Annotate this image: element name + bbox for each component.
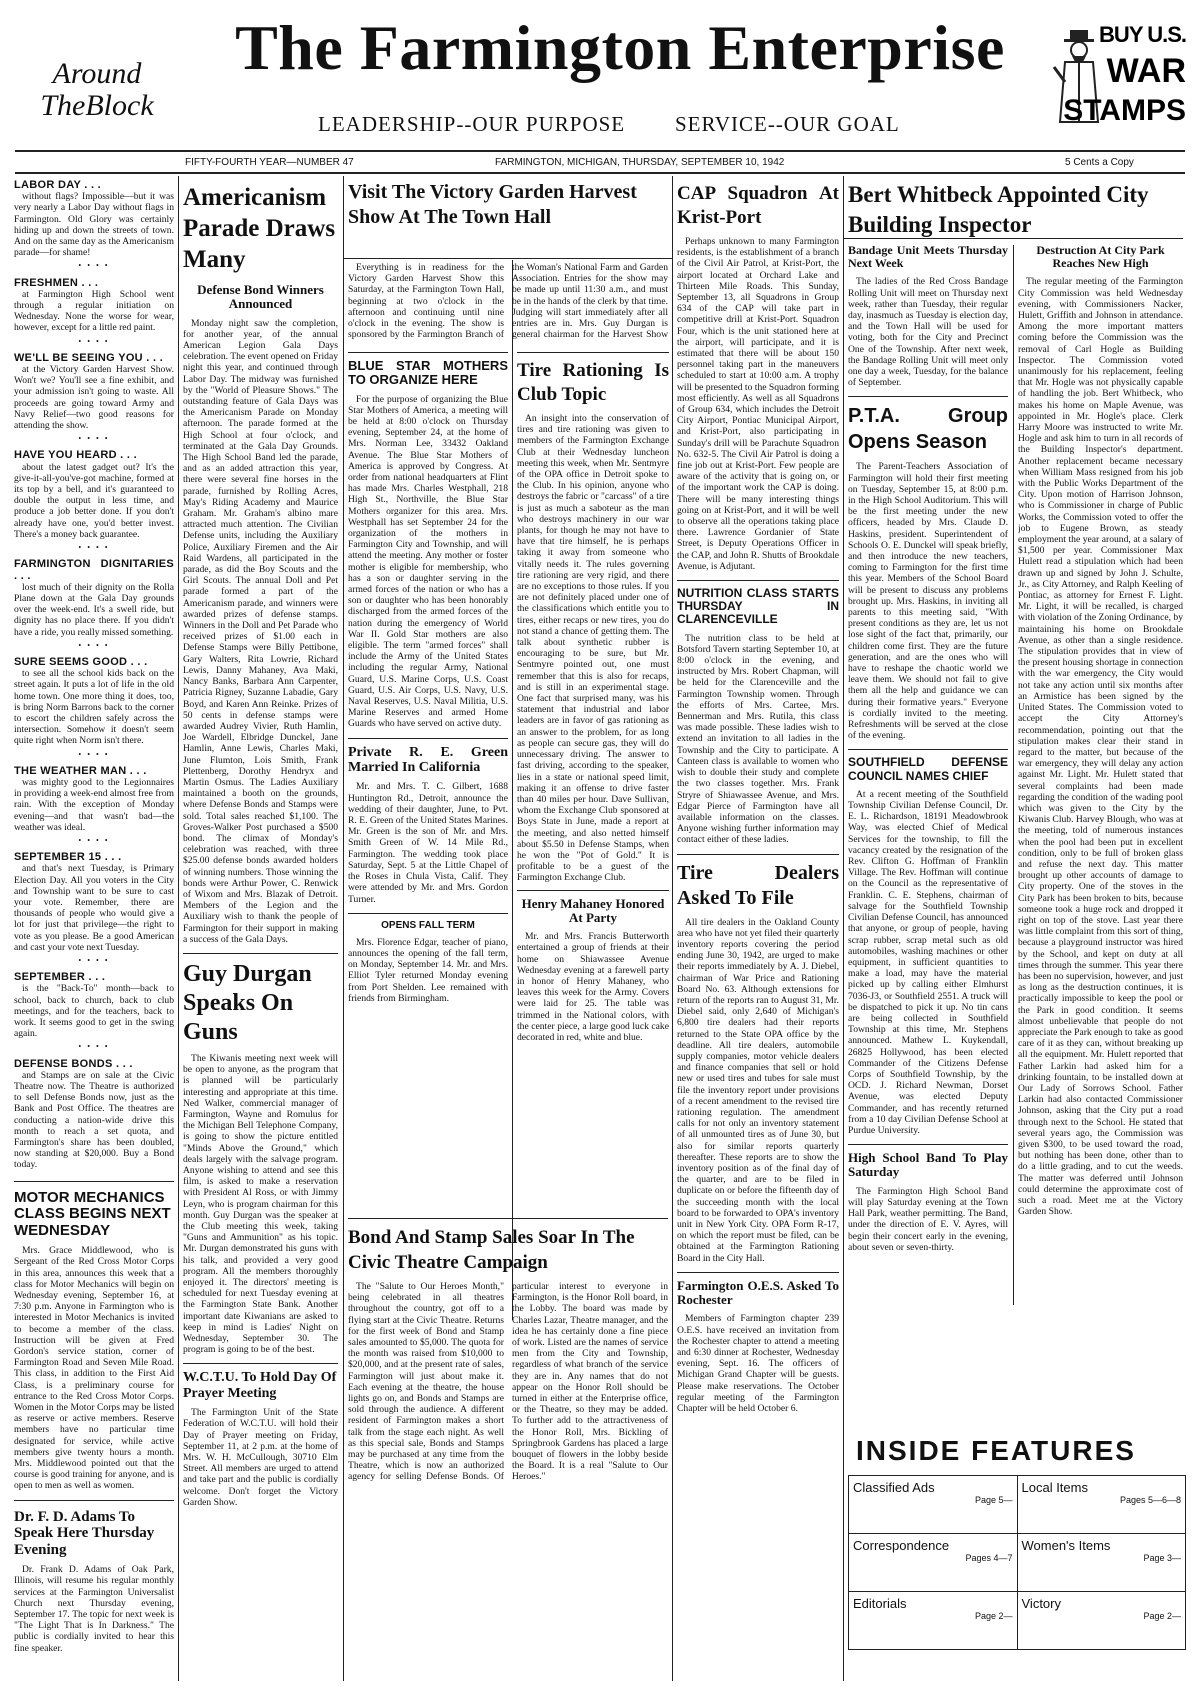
defense-bond-subhead: Defense Bond Winners Announced — [197, 282, 324, 312]
feature-left-cell — [849, 1592, 1018, 1650]
destruction-headline: Destruction At City Park Reaches New High — [1036, 244, 1165, 271]
item-text: without flags? Impossible—but it was very nearly a Labor Day without flags in Farmington. Old Glory was certainly hiding up and down the streets of town. And on the same day as the Americanism parade—for shame! — [14, 191, 174, 259]
column-blue-star — [348, 352, 508, 1212]
year-number: FIFTY-FOURTH YEAR—NUMBER 47 — [185, 156, 354, 168]
column-rule — [178, 176, 179, 1681]
feature-right-cell — [1017, 1592, 1186, 1650]
blue-star-text: For the purpose of organizing the Blue Star Mothers of America, a meeting will be held at 8:00 o'clock on Thursday evening, September 24, at the home of Mrs. Norman Lee, 33432 Oakland Avenue. The Blue Star Mothers of America is approved by Congress. At order from national headquarters at Flint has made Mrs. Charles Westphall, 218 High St., Northville, the Blue Star Mothers organizer for this area. Mrs. Westphall has set September 24 for the organization of the mothers in Farmington City and Township, and will attend the meeting. Any mother or foster mother is eligible for membership, who has a son or daughter serving in the armed forces of the nation or who has a son or daughter who has been honorably discharged from the armed forces of the nation during the emergency of World War II. Gold Star mothers are also eligible. The term "armed forces" shall include the Army of the United States including the regular Army, National Guard, U.S. Marine Corps, U.S. Coast Guard, U.S. Air Corps, U.S. Navy, U.S. Naval Reserves, U.S. Naval Militia, U.S. Marine Reserves and armed Home Guards who have served on active duty. — [348, 393, 508, 730]
wctu-headline: W.C.T.U. To Hold Day Of Prayer Meeting — [183, 1370, 337, 1401]
item-head: THE WEATHER MAN . . . — [14, 764, 147, 777]
column-rule — [843, 176, 844, 1681]
pta-headline: P.T.A. Group Opens Season — [848, 405, 1008, 454]
tire-dealers-text: All tire dealers in the Oakland County area who have not yet filed their quarterly inventory reports covering the period ending June 30, 1942, are urged to make their reports immediately by A. J. Diebel, chairman of War Price and Rationing Board No. 63. Although extensions for return of the reports ran to August 31, Mr. Diebel said, only 2,640 of Michigan's 6,800 tire dealers had their reports returned to the State OPA office by the deadline. All tire dealers, automobile supply companies, motor vehicle dealers and finance companies that sell or hold new or used tires and tubes for sale must file the inventory report under provisions of a recent amendment to the revised tire rationing regulation. The amendment calls for not only an inventory statement of all unmounted tires as of June 30, but also for similar reports quarterly thereafter. These reports are to show the inventory position as of the final day of the quarter, and are to be filed in duplicate on or before the fifteenth day of the succeeding month with the local board to be forwarded to OPA's inventory unit in New York City. OPA Form R-17, on which the report must be filed, can be obtained at the Farmington Rationing Board in the City Hall. — [677, 916, 839, 1264]
durgan-headline: Guy Durgan Speaks On Guns — [183, 960, 312, 1045]
motor-mechanics-text: Mrs. Grace Middlewood, who is Sergeant of the Red Cross Motor Corps in this area, announces this week that a class for Motor Mechanics will begin on Wednesday evening, September 16, at 7:30 p.m. Anyone in Farmington who is interested in Motor Mechanics is invited to become a member of the class. Instruction will be given at Fred Gordon's service station, corner of Farmington Road and Seven Mile Road. This class, in addition to the First Aid Class, is a preliminary course for entrance to the Red Cross Motor Corps. Women in the Motor Corps may be listed as reserve or active members. Reserve members have no particular time designated for service, while active members give twenty hours a month. Mrs. Middlewood pointed out that the course is good training for anyone, and is open to men as well as women. — [14, 1245, 174, 1492]
feature-right: Victory — [1021, 1596, 1061, 1611]
stamps-text: STAMPS — [1063, 94, 1186, 127]
item-head: DEFENSE BONDS . . . — [14, 1057, 133, 1070]
victory-garden-text — [348, 262, 668, 347]
around-line1: Around — [52, 57, 142, 90]
column-rule — [512, 260, 513, 1320]
feature-left-cell — [849, 1534, 1018, 1592]
feature-row — [849, 1476, 1186, 1534]
opens-text: Mrs. Florence Edgar, teacher of piano, announces the opening of the fall term, on Monday, September 14. Mr. and Mrs. Elliot Tyler returned Monday evening from Port Shelden. Lee remained with friends from Birmingham. — [348, 936, 508, 1004]
feature-left-page: Pages 4—7 — [965, 1553, 1013, 1563]
item-head: FRESHMEN . . . — [14, 276, 99, 289]
green-text: Mr. and Mrs. T. C. Gilbert, 1688 Huntington Rd., Detroit, announce the wedding of their daughter, June, to Pvt. R. E. Green of the United States Marines. Mr. Green is the son of Mr. and Mrs. Smith Green of W. 14 Mile Rd., Farmington. The wedding took place Saturday, Sept. 5 at the Little Chapel of the Roses in Chula Vista, Calif. They were attended by Mr. and Mrs. Gordon Turner. — [348, 781, 508, 905]
wctu-text: The Farmington Unit of the State Federation of W.C.T.U. will hold their Day of Prayer meeting on Friday, September 11, at 2 p.m. at the home of Mrs. W. H. McCullough, 30710 Elm Street. All members are urged to attend and take part and the public is cordially welcome. Don't forget the Victory Garden Show. — [183, 1407, 338, 1508]
feature-left-cell — [849, 1476, 1018, 1534]
item-text: and Stamps are on sale at the Civic Theatre now. The Theatre is authorized to sell Defense Bonds now, just as the Bank and Post Office. The theatres are conducting a nation-wide drive this month to reach a set quota, and Farmington's share has been doubled, now standing at $20,000. Buy a Bond today. — [14, 1069, 174, 1171]
separator: • • • • — [78, 336, 110, 346]
tire-rationing-text: An insight into the conservation of tires and tire rationing was given to members of the Farmington Exchange Club at their Wednesday luncheon meeting this week, when Mr. Sentmyre of the OPA office in Detroit spoke to the Club. In his opinion, anyone who destroys the fabric or "carcass" of a tire is just as much a saboteur as the man who destroys machinery in our war plants, for though he may not have to have that tire himself, he is perhaps taking it away from someone who vitally needs it. The rules governing tire rationing are very rigid, and there are no exceptions to those rules. If you are not definitely placed under one of the classifications which entitle you to tires, either recaps or new tires, you do not stand a chance of getting them. The talk about synthetic rubber is encouraging to be sure, but Mr. Sentmyre pointed out, one must remember that this is also for recaps, and is still in an experimental stage. One fact that surprised many, was his statement that industrial and labor leaders are in favor of gas rationing as an answer to the problem, for as long as people can secure gas, they will do unnecessary driving. The answer to fast driving, according to the speaker, lies in a state or national speed limit, making it an offense to drive faster than 40 miles per hour. Dave Sullivan, whom the Exchange Club sponsored at Boys State in June, made a report at the meeting, and also netted himself about $5.50 in Defense Stamps, when he won the "Pot of Gold." It is profitable to be a guest of the Farmington Exchange Club. — [517, 413, 669, 884]
victory-garden-headline: Visit The Victory Garden Harvest Show At The Town Hall — [348, 181, 637, 228]
whitbeck-headline: Bert Whitbeck Appointed City Building Inspector — [848, 182, 1149, 237]
motto-right: SERVICE--OUR GOAL — [675, 112, 900, 136]
opens-headline: OPENS FALL TERM — [381, 919, 475, 931]
gossip-items — [14, 180, 174, 1171]
buy-us-text: BUY U.S. — [1099, 22, 1186, 47]
feature-row — [849, 1592, 1186, 1650]
column-bandage — [848, 244, 1008, 1344]
bond-text: The "Salute to Our Heroes Month," being celebrated in all theatres throughout the country, got off to a flying start at the Civic Theatre. Returns for the first week of Bond and Stamp sales amounted to $5,000. The quota for the month was raised from $10,000 to $20,000, and at the present rate of sales, Farmington will just about make it. Each evening at the theatre, the house lights go on, and Bonds and Stamps are sold through the audience. A different resident of Farmington makes a short talk from the stage each night. As well as this special sale, Bonds and Stamps may be purchased at any time from the Theatre, which is now an authorized agency for selling Defense Bonds. Of particular interest to everyone in Farmington, is the Honor Roll board, in the Lobby. The board was made by Charles Lazar, Theatre manager, and the idea he has certainly done a fine piece of work. Listed are the names of service men from the City and Township, regardless of what branch of the service they are in. Any names that do not appear on the Honor Roll should be turned in either at the Enterprise office, or the Theatre, so they may be added. To further add to the attractiveness of the Honor Roll, Mrs. Bickling of Springbrook Gardens has placed a large bouquet of flowers in the lobby beside the Board. It is a real "Salute to Our Heroes." — [348, 1281, 668, 1483]
column-tire-rationing — [517, 352, 669, 1212]
feature-right-page: Page 3— — [1143, 1553, 1181, 1563]
oes-headline: Farmington O.E.S. Asked To Rochester — [677, 1277, 839, 1308]
inside-features-box — [848, 1435, 1188, 1680]
band-headline: High School Band To Play Saturday — [848, 1150, 1008, 1180]
separator: • • • • — [78, 956, 110, 965]
mahaney-headline: Henry Mahaney Honored At Party — [521, 895, 665, 925]
southfield-text: At a recent meeting of the Southfield Township Civilian Defense Council, Dr. E. L. Richardson, 18191 Meadowbrook Way, was elected Chief of Medical Services for the township, to fill the vacancy created by the resignation of the Rev. Clifton G. Hoffman of Franklin Village. The Rev. Hoffman will continue on the Council as the representative of Franklin. C. E. Stephens, chairman of salvage for the Southfield Township Civilian Defense Council, has announced that anyone, or group of people, having scrap rubber, scrap metal such as old automobiles, washing machines or other equipment, in sufficient quantities to make a load, may have the material picked up by calling either Elmhurst 7036-J3, or Southfield 2551. A truck will be dispatched to pick it up. No tin cans are being collected in Southfield Township at this time, Mr. Stephens announced. Mathew L. Kuykendall, 26825 Hollywood, has been elected Commander of the Citizens Defense Corps of Southfield Township, by the OCD. J. Richard Newman, Dorset Avenue, was elected Deputy Commander, and has recently returned from a 10 day Civilian Defense School at Purdue University. — [848, 788, 1008, 1136]
feature-row — [849, 1534, 1186, 1592]
cap-text: Perhaps unknown to many Farmington residents, is the establishment of a branch of the Civil Air Patrol, at Krist-Port, the airport located at Orchard Lake and Thirteen Mile Roads. This Sunday, September 13, all Squadrons in Group 634 of the CAP will take part in competitive drill at Krist-Port. Squadron Four, which is the unit stationed here at the airport, will participate, and it is estimated that there will be about 150 personnel taking part in the maneuvers scheduled to start at 10:00 a.m. A trophy will be presented to the Squadron forming most efficiently. As well as all Squadrons of Group 634, which includes the Detroit City Airport, Pontiac Municipal Airport, and Krist-Port, also participating in Sunday's drill will be Parachute Squadron No. 632-5. The Civil Air Patrol is doing a fine job out at Krist-Port. Few people are aware of the activity that is going on, or of the important work the CAP is doing. There will be many interesting things going on at Krist-Port, and it will be well to observe all the operations taking place there. Lawrence Gordanier of State Street, is Deputy Operations Officer in the CAP, and John R. Shutts of Brookdale Avenue, is Adjutant. — [677, 236, 839, 572]
americanism-text: Monday night saw the completion, for another year, of the annual American Legion Gala Days celebration. The event opened on Friday night this year, and continued through Labor Day. The midway was furnished by the "World of Pleasure Shows." The outstanding feature of Gala Days was the Americanism Parade on Monday afternoon. The parade formed at the High School at four o'clock, and terminated at the Gala Day Grounds. The High School Band led the parade, and as an added attraction this year, there were several fine horses in the parade, furnished by Rolling Acres, May's Riding Academy and Maurice Graham. Mr. Graham's albino mare attracted much attention. The Civilian Defense units, including the Auxiliary Police, Auxiliary Firemen and the Air Raid Wardens, all participated in the parade, as did the Boy Scouts and the Girl Scouts. The annual Doll and Pet parade formed a part of the Americanism parade, and winners were awarded prizes of defense stamps. Winners in the Doll and Pet Parade who received prizes of $1.00 each in Defense Stamps were Billy Pettibone, Gary Walters, Rita Lowrie, Richard Lewis, Danny Mahaney, Ava Maki, Nancy Banks, Barbara Ann Carpenter, Patricia Rigney, Suzanne Labadie, Gary Boyd, and Karen Ann Reinke. Prizes of 50 cents in defense stamps were awarded Audrey Vivier, Ruth Hamlin, Joe Wardell, Elbridge Dunckel, Jane Hamlin, Anne Lewis, Charles Maki, June Flumton, Lois Smith, Frank Plettenberg, Dorothy Hendryx and Martin Osmus. The Ladies Auxiliary maintained a booth on the grounds, where Defense Bonds and Stamps were sold. Total sales reached $1,100. The Groves-Walker Post purchased a $500 bond. The climax of Monday's celebration was reached, with three $25.00 defense bonds awarded holders of winning numbers. Those winning the bonds were Arthur Power, C. Renwick of Wixom and Mrs. Blazak of Detroit. Members of the Legion and the Auxiliary wish to thank the people of Farmington for their support in making a success of the Gala Days. — [183, 317, 338, 945]
item-text: and that's next Tuesday, is Primary Election Day. All you voters in the City and Township want to be sure to cast your vote. Remember, there are thousands of people who would give a lot for just that privilege—the right to vote as you please. Be a good American and cast your vote next Tuesday. — [14, 863, 174, 953]
separator: • • • • — [78, 749, 110, 759]
feature-right: Local Items — [1021, 1480, 1088, 1495]
feature-right: Women's Items — [1021, 1538, 1111, 1553]
nutrition-headline: NUTRITION CLASS STARTS THURSDAY IN CLARENCEVILLE — [677, 586, 839, 627]
feature-right-cell — [1017, 1534, 1186, 1592]
bond-headline: Bond And Stamp Sales Soar In The Civic Theatre Campaign — [348, 1227, 635, 1273]
bandage-text: The ladies of the Red Cross Bandage Rolling Unit will meet on Thursday next week, rather than Tuesday, their regular day, inasmuch as Tuesday is election day, and the Town Hall will be used for voting, both for the City and Precinct One of the Township. After next week, the Bandage Rolling Unit will meet only one day a week, Tuesday, for the balance of September. — [848, 276, 1008, 389]
feature-left-page: Page 2— — [974, 1611, 1013, 1621]
separator: • • • • — [78, 640, 110, 650]
item-head: SURE SEEMS GOOD . . . — [14, 655, 148, 668]
pta-text: The Parent-Teachers Association of Farmington will hold their first meeting on Tuesday, September 15, at 8:00 p.m. in the High School Auditorium. This will be the first meeting under the new officers, headed by Mrs. Claude D. Haskins, president. Superintendent of Schools O. E. Dunckel will speak briefly, and then introduce the new teachers, coming to Farmington for the first time this year. Members of the School Board will be present to discuss any problems brought up. Mrs. Haskins, in inviting all parents to this meeting said, "With present conditions as they are, let us not lose sight of the fact that, primarily, our children come first. They are the future generation, and are the ones who will have to reshape the chaotic world we leave them. We should not fail to give them all the help and guidance we can during their formative years." Everyone is cordially invited to the meeting. Refreshments will be served at the close of the evening. — [848, 461, 1008, 742]
column-rule — [672, 176, 673, 1681]
durgan-text: The Kiwanis meeting next week will be open to anyone, as the program that is planned will be particularly interesting and appropriate at this time. Ned Walker, commercial manager of Farmington, Wayne and Romulus for the Michigan Bell Telephone Company, is going to show the picture entitled "Minds Above the Ground," which deals largely with the salvage program. Anyone wishing to attend and see this film, is asked to make a reservation with President Al Ross, or with Jimmy Leyn, who is program chairman for this month. Guy Durgan was the speaker at the Club meeting this week, taking "Guns and Ammunition" as his topic. Mr. Durgan demonstrated his guns with his talk, and provided a very good program. All the members thoroughly enjoyed it. The directors' meeting is scheduled for next Tuesday evening at the Farmington State Bank. Another important date Kiwanians are asked to keep in mind is Ladies' Night on Wednesday, September 30. The program is going to be of the best. — [183, 1052, 338, 1356]
feature-left: Editorials — [853, 1596, 907, 1611]
separator: • • • • — [78, 1042, 110, 1052]
inside-features-title: INSIDE FEATURES — [856, 1435, 1136, 1466]
column-americanism — [183, 182, 338, 1682]
item-text: to see all the school kids back on the street again. It puts a lot of life in the old home town. One more thing it does, too, is bring Norm Barrons back to the corner to escort the children safely across the intersection. Somehow it doesn't seem quite right when Norm isn't there. — [14, 668, 174, 747]
adams-text: Dr. Frank D. Adams of Oak Park, Illinois, will resume his regular monthly services at the Farmington Universalist Church next Thursday evening, September 17. The topic for next week is "The Light That is In Darkness." The public is cordially invited to hear this fine speaker. — [14, 1564, 174, 1654]
feature-left: Correspondence — [853, 1538, 950, 1553]
inside-features-table — [848, 1475, 1186, 1650]
column-rule — [343, 176, 344, 1681]
garden-text: Everything is in readiness for the Victory Garden Harvest Show this Saturday, at the Farmington Town Hall, beginning at two o'clock in the afternoon and continuing until nine o'clock in the evening. The show is sponsored by the Farmington Branch of the Woman's National Farm and Garden Association. Entries for the show may be made up until 11:30 a.m., and must be in the hands of the clerk by that time. Judging will start immediately after all entries are in. Mrs. Guy Durgan is general chairman for the Harvest Show — [348, 262, 668, 341]
oes-text: Members of Farmington chapter 239 O.E.S. have received an invitation from the Rochester chapter to attend a meeting and 6:30 dinner at Rochester, Wednesday evening, Sept. 16. The officers of Michigan Grand Chapter will be guests. Please make reservations. The October regular meeting of the Farmington Chapter will be held October 6. — [677, 1313, 839, 1415]
item-head: HAVE YOU HEARD . . . — [14, 449, 137, 462]
item-head: SEPTEMBER . . . — [14, 971, 106, 984]
column-rule — [1013, 245, 1014, 1305]
separator: • • • • — [78, 261, 110, 271]
bond-columns — [348, 1281, 668, 1676]
item-head: FARMINGTON DIGNITARIES . . . — [14, 558, 174, 582]
motto-left: LEADERSHIP--OUR PURPOSE — [318, 112, 626, 136]
around-line2: TheBlock — [40, 89, 154, 122]
newspaper-title: The Farmington Enterprise — [235, 12, 1005, 83]
band-text: The Farmington High School Band will play Saturday evening at the Town Hall Park, weather permitting. The Band, under the direction of E. V. Ayres, will begin their concert early in the evening, about seven or seven-thirty. — [848, 1185, 1008, 1253]
war-text: WAR — [1106, 52, 1186, 90]
column-city-commission — [1018, 244, 1183, 1304]
americanism-headline: Americanism Parade Draws Many — [183, 184, 336, 273]
price: 5 Cents a Copy — [1065, 156, 1134, 168]
feature-right-page: Pages 5—6—8 — [1119, 1495, 1181, 1505]
cap-headline: CAP Squadron At Krist-Port — [677, 183, 839, 228]
item-text: about the latest gadget out? It's the give-it-all-you've-got machine, formed at its top by a bell, and it's guaranteed to double the output in less time, and produce a job better done. If you don't already have one, you'd better invest. There's a money back guarantee. — [14, 461, 174, 540]
item-text: is the "Back-To" month—back to school, back to church, back to club meetings, and for the teachers, back to work. It seems good to get in the swing again. — [14, 983, 174, 1040]
around-the-block-logo — [22, 58, 172, 122]
bandage-headline: Bandage Unit Meets Thursday Next Week — [848, 244, 1008, 271]
southfield-headline: SOUTHFIELD DEFENSE COUNCIL NAMES CHIEF — [848, 755, 1008, 783]
feature-right-page: Page 2— — [1143, 1611, 1181, 1621]
war-stamps-badge — [1050, 22, 1190, 157]
dateline-bar — [15, 150, 1185, 174]
item-head: SEPTEMBER 15 . . . — [14, 851, 122, 864]
separator: • • • • — [78, 543, 110, 553]
blue-star-headline: BLUE STAR MOTHERS TO ORGANIZE HERE — [348, 358, 508, 388]
feature-left: Classified Ads — [853, 1480, 935, 1495]
column-around-the-block — [14, 178, 174, 1683]
separator: • • • • — [78, 434, 110, 444]
feature-right-cell — [1017, 1476, 1186, 1534]
motor-mechanics-headline: MOTOR MECHANICS CLASS BEGINS NEXT WEDNESDAY — [14, 1188, 171, 1239]
destruction-text: The regular meeting of the Farmington City Commission was held Wednesday evening, with Commissioners Nacker, Hulett, Griffith and Johnson in attendance. Among the more important matters coming before the Commission was the removal of Carl Hogle as Building Inspector. The Commission voted unanimously for his replacement, feeling that Mr. Hogle was not physically capable of handling the job. Bert Whitbeck, who makes his home on Maple Avenue, was appointed in Mr. Hogle's place. Clerk Harry Moore was instructed to write Mr. Hogle and ask him to turn in all records of the Building Inspector's department. Another replacement became necessary when William Mass resigned from his job with the Public Works Department of the City. Upon motion of Harrison Johnson, who is Commissioner in charge of Public Works, the Commission voted to offer the job to Eugene Brown, as steady employment the year around, at a salary of $1,500 per year. Commissioner Max Hulett read a stipulation which had been drawn up and signed by John J. Schulte, Jr., as City Attorney, and Ralph Keeling of Pontiac, as attorney for Ernest F. Light. Mr. Light, it will be recalled, is charged with violation of the Zoning Ordinance, by maintaining his home on Brookdale Avenue, as other than a single residence. The stipulation provides that in view of the present housing shortage in connection with the war emergency, the City would not take any action until six months after an Armistice has been signed by the United States. The Commission voted to accept the City Attorney's recommendation, pointing out that the stipulation makes clear their stand in regard to the matter, but because of the war emergency, they will delay any action against Mr. Light. Mr. Hulett stated that several complaints had been made regarding the condition of the wading pool which was given to the City by the Kiwanis Club. Harvey Blough, who was at the meeting, told of numerous instances when the pool had been put in excellent condition, only to be full of broken glass and refuse the next day. This matter brought up other accounts of damage to City property. One of the stoves in the City Park has been broken to bits, because someone took a huge rock and dropped it right on top of the stove. Last year there was little complaint from this sort of thing, because a playground instructor was hired by the School, and kept on duty at all times through the summer. This year there has been no supervision, however, and just as long as the destruction continues, it is practically impossible to keep the pool or the Park in good condition. It seems almost unbelievable that people do not appreciate the Park enough to take as good care of it as they can, without breaking up all the equipment. Mr. Hulett reported that Father Larkin had asked him for a drinking fountain, to be installed down at Our Lady of Sorrows School. Father Larkin had also contacted Commissioner Johnson, asking that the City put a road through next to the School. He stated that several years ago, the Commission was given $300, to be used toward the road, but nothing has been done, other than to do a little grading, and to cut the weeds. The matter was deferred until Johnson could determine the approximate cost of such a road. Meet me at the Victory Garden Show. — [1018, 276, 1183, 1218]
item-text: was mighty good to the Legionnaires in providing a week-end almost free from rain. With the exception of Monday evening—and that wasn't bad—the weather was ideal. — [14, 776, 174, 833]
tire-dealers-headline: Tire Dealers Asked To File — [677, 861, 839, 909]
bond-stamp-story — [348, 1218, 668, 1681]
item-text: at the Victory Garden Harvest Show. Won't we? You'll see a fine exhibit, and your admission isn't going to waste. All proceeds are going toward Army and Navy Relief—two good reasons for attending the show. — [14, 364, 174, 432]
item-text: lost much of their dignity on the Rolla Plane down at the Gala Day grounds over the week-end. It's a swell ride, but dignity has no place there. If you didn't have a ride, you really missed something. — [14, 581, 174, 638]
green-headline: Private R. E. Green Married In California — [348, 744, 508, 776]
section-rule — [343, 258, 672, 259]
item-head: WE'LL BE SEEING YOU . . . — [14, 351, 164, 364]
feature-left-page: Page 5— — [974, 1495, 1013, 1505]
column-cap — [677, 182, 839, 1682]
adams-headline: Dr. F. D. Adams To Speak Here Thursday Evening — [14, 1508, 155, 1558]
nutrition-text: The nutrition class to be held at Botsford Tavern starting September 10, at 8:00 o'clock in the evening, and instructed by Mrs. Robert Chapman, will be held for the Clarenceville and the Farmington Township women. Through the efforts of Mrs. Cartee, Mrs. Bennerman and Mrs. Rutila, this class was made possible. These ladies wish to extend an invitation to all ladies in the Township and the City to participate. A Canteen class is available to women who wish to double their study and complete the two classes together. Mrs. Frank Stryre of Shiawassee Avenue, and Mrs. Edgar Pierce of Farmington have all available information on the classes. Anyone wishing further information may contact either of these ladies. — [677, 632, 839, 846]
separator: • • • • — [78, 835, 110, 845]
place-date: FARMINGTON, MICHIGAN, THURSDAY, SEPTEMBER 10, 1942 — [495, 156, 785, 168]
item-text: at Farmington High School went through a regular initiation on Wednesday. None the worse for wear, however, except for a little red paint. — [14, 288, 174, 334]
item-head: LABOR DAY . . . — [14, 179, 102, 191]
mahaney-text: Mr. and Mrs. Francis Butterworth entertained a group of friends at their home on Shiawassee Avenue Wednesday evening at a farewell party in honor of Henry Mahaney, who leaves this week for the Army. Covers were laid for 25. The table was trimmed in the National colors, with the center piece, a large good luck cake decorated in red, white and blue. — [517, 931, 669, 1043]
tire-rationing-headline: Tire Rationing Is Club Topic — [517, 360, 669, 405]
